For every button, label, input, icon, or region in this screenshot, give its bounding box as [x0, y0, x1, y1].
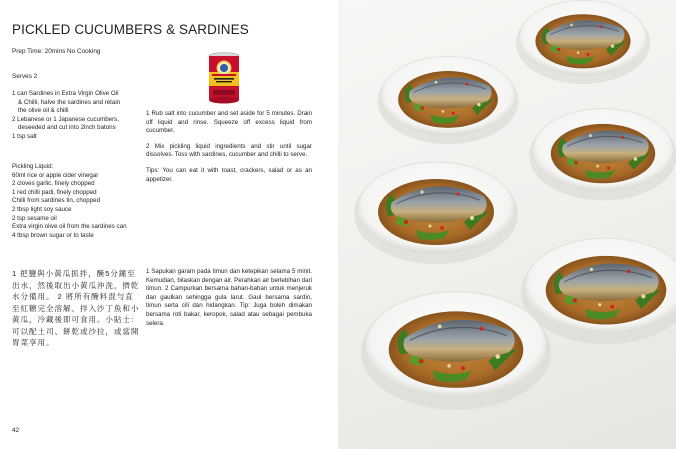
bowl	[354, 162, 518, 264]
method-malay: 1 Sapukan garam pada timun dan ketepikan selama 5 minit. Kemudian, bilaskan dengan air. Perahkan air berlebihan dari timun. 2 Campurkan bersama bahan-bahan untuk menjeruk dan gaulkan sehingga gula larut. Gaul bersama sardin, timun serta cili dan hidangkan. Tip: Juga boleh dimakan bersama roti bakar, keropok, salad atau sebagai pembuka selera.	[146, 268, 312, 327]
bowl	[521, 238, 676, 344]
bowl	[361, 292, 551, 410]
pickling-item: 2 cloves garlic, finely chopped	[12, 180, 95, 188]
ingredient-line: deseeded and cut into 2inch batons	[18, 124, 116, 132]
ingredient-item	[12, 116, 140, 133]
ingredient-line: 2 Lebanese or 1 Japanese cucumbers,	[12, 115, 119, 123]
pickling-item: 2 tsp sesame oil	[12, 214, 57, 222]
ingredient-item	[12, 133, 140, 142]
ingredient-item	[12, 90, 140, 116]
method-tips: Tips: You can eat it with toast, crackers, salad or as an appetizer.	[146, 166, 312, 183]
page-number: 42	[12, 427, 20, 434]
pickling-item: 1 red chilli padi, finely chopped	[12, 188, 97, 196]
bowl	[516, 0, 650, 84]
pickling-item: Chilli from sardines tin, chopped	[12, 197, 101, 205]
serves: Serves 2	[12, 73, 38, 80]
prep-time: Prep Time: 20mins No Cooking	[12, 48, 101, 55]
pickling-heading: Pickling Liquid:	[12, 163, 54, 170]
pickling-item: 2 tbsp light soy sauce	[12, 205, 72, 213]
ingredient-line: the olive oil & chilli	[18, 107, 69, 115]
food-photo	[338, 0, 676, 449]
method-english	[146, 110, 312, 191]
method-step: 1 Rub salt into cucumber and set aside for 5 minutes. Drain off liquid and rinse. Squeeze off excess liquid from cucumber.	[146, 110, 312, 135]
ingredient-line: & Chilli, halve the sardines and retain	[18, 98, 121, 106]
pickling-item: 4 tbsp brown sugar or to taste	[12, 231, 94, 239]
bowl	[529, 109, 676, 201]
sardine-can-image	[207, 52, 241, 104]
method-chinese: 1 把鹽與小黃瓜抓拌，醃5分鐘至出水，然後取出小黃瓜沖洗，擠乾水分備用。 2 將所有醃料混勻直至紅糖完全溶解。拌入沙丁魚和小黃瓜，冷藏後即可食用。小貼士：可以配土司、餅乾或沙拉，或當開胃菜享用。	[12, 269, 140, 347]
ingredient-line: 1 tsp salt	[12, 132, 37, 140]
method-step: 2 Mix pickling liquid ingredients and stir until sugar dissolves. Toss with sardines, cucumber and chilli to serve.	[146, 142, 312, 159]
pickling-item: 60ml rice or apple cider vinegar	[12, 171, 99, 179]
ingredient-list	[12, 90, 140, 142]
ingredient-line: 1 can Sardines in Extra Virgin Olive Oil	[12, 90, 119, 97]
sardine-bowls-illustration	[338, 0, 676, 449]
recipe-title: PICKLED CUCUMBERS & SARDINES	[12, 22, 249, 37]
pickling-item: Extra virgin olive oil from the sardines can	[12, 223, 127, 231]
bowl	[377, 56, 518, 144]
pickling-liquid-list	[12, 163, 140, 240]
